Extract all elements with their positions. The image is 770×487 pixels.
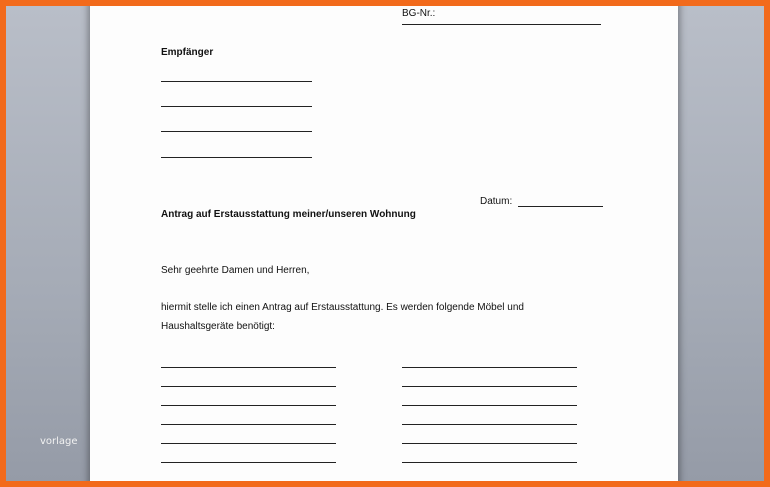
- recipient-line-4: [161, 157, 312, 158]
- bg-number-label: BG-Nr.:: [402, 8, 436, 19]
- date-label: Datum:: [480, 196, 513, 207]
- document-viewer[interactable]: [6, 6, 764, 481]
- item-line-left-2: [161, 386, 336, 387]
- body-text-line-1: hiermit stelle ich einen Antrag auf Erstausstattung. Es werden folgende Möbel und: [161, 302, 524, 313]
- recipient-line-2: [161, 106, 312, 107]
- item-line-right-6: [402, 462, 577, 463]
- item-line-left-4: [161, 424, 336, 425]
- recipient-label: Empfänger: [161, 47, 214, 58]
- item-line-left-6: [161, 462, 336, 463]
- item-line-right-5: [402, 443, 577, 444]
- item-line-left-1: [161, 367, 336, 368]
- bg-number-line: [402, 24, 601, 25]
- item-line-right-1: [402, 367, 577, 368]
- recipient-line-3: [161, 131, 312, 132]
- watermark-text: vorlage: [40, 436, 78, 447]
- document-page: [90, 6, 678, 481]
- salutation: Sehr geehrte Damen und Herren,: [161, 265, 310, 276]
- item-line-right-4: [402, 424, 577, 425]
- body-text-line-2: Haushaltsgeräte benötigt:: [161, 321, 275, 332]
- item-line-right-2: [402, 386, 577, 387]
- date-line: [518, 206, 603, 207]
- subject-line: Antrag auf Erstausstattung meiner/unseren Wohnung: [161, 209, 416, 220]
- recipient-line-1: [161, 81, 312, 82]
- item-line-left-5: [161, 443, 336, 444]
- item-line-left-3: [161, 405, 336, 406]
- item-line-right-3: [402, 405, 577, 406]
